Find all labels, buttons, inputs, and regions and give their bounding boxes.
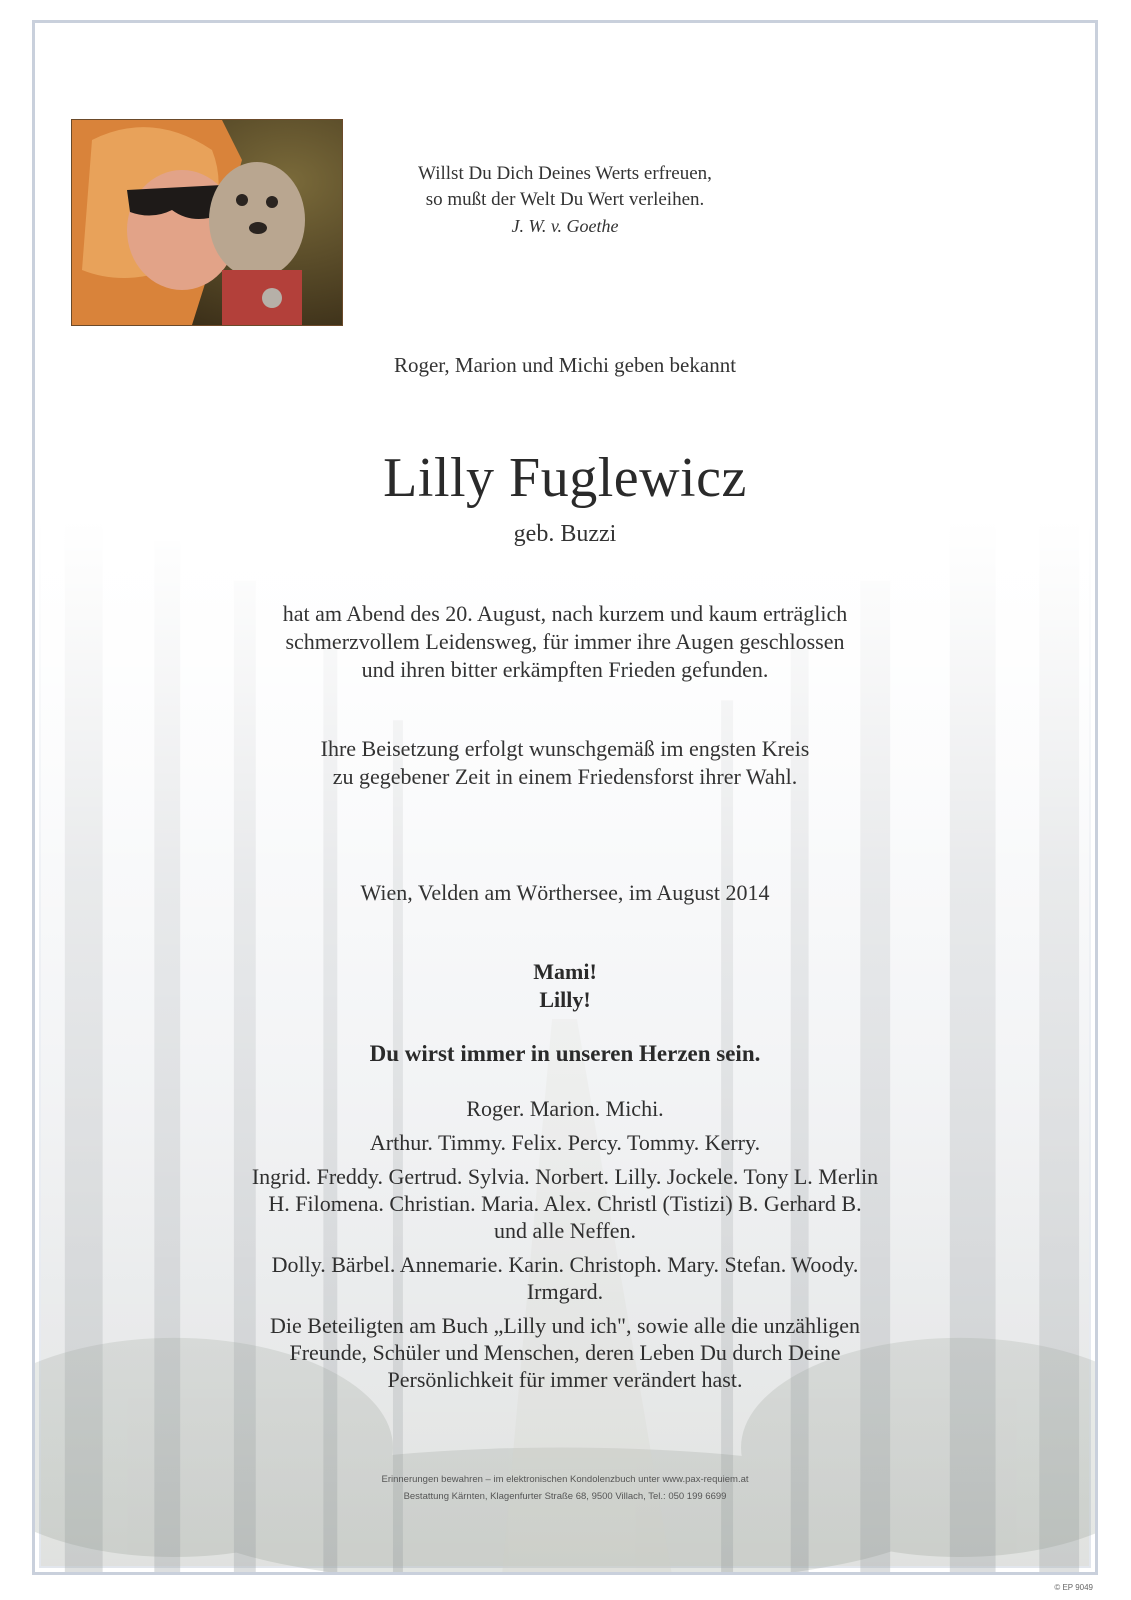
footer-condolence-line: Erinnerungen bewahren – im elektronischen Kondolenzbuch unter www.pax-requiem.at — [381, 1474, 749, 1485]
deceased-name: Lilly Fuglewicz — [383, 447, 747, 509]
mourners-group-2: Arthur. Timmy. Felix. Percy. Tommy. Kerry. — [369, 1130, 761, 1155]
mourners-line: Die Beteiligten am Buch „Lilly und ich", sowie alle die unzähligen — [270, 1313, 860, 1338]
burial-notice-text — [175, 735, 955, 791]
mourners-line: Freunde, Schüler und Menschen, deren Leben Du durch Deine — [289, 1340, 841, 1365]
mourners-group-5 — [155, 1312, 975, 1393]
death-line: und ihren bitter erkämpften Frieden gefunden. — [361, 657, 769, 682]
goethe-quote — [335, 161, 795, 239]
mourners-group-3 — [155, 1163, 975, 1244]
quote-line-2: so mußt der Welt Du Wert verleihen. — [425, 189, 705, 210]
death-line: hat am Abend des 20. August, nach kurzem und kaum erträglich — [282, 601, 848, 626]
place-and-date: Wien, Velden am Wörthersee, im August 2014 — [360, 880, 770, 905]
mourners-group-4 — [155, 1251, 975, 1305]
mourners-line: H. Filomena. Christian. Maria. Alex. Christl (Tistizi) B. Gerhard B. — [268, 1191, 862, 1216]
burial-line: zu gegebener Zeit in einem Friedensforst ihrer Wahl. — [332, 764, 798, 789]
obituary-card — [32, 20, 1098, 1575]
mourners-line: Irmgard. — [526, 1279, 604, 1304]
exclamation-mami: Mami! — [533, 959, 597, 984]
mourners-line: und alle Neffen. — [494, 1218, 636, 1243]
announcement: Roger, Marion und Michi geben bekannt — [393, 353, 737, 377]
mourners-line: Dolly. Bärbel. Annemarie. Karin. Christoph. Mary. Stefan. Woody. — [271, 1252, 859, 1277]
mourners-list — [155, 1095, 975, 1400]
mourners-line: Ingrid. Freddy. Gertrud. Sylvia. Norbert. Lilly. Jockele. Tony L. Merlin — [251, 1164, 879, 1189]
exclamations — [235, 958, 895, 1014]
quote-line-1: Willst Du Dich Deines Werts erfreuen, — [418, 163, 712, 184]
quote-author: J. W. v. Goethe — [511, 216, 619, 236]
exclamation-lilly: Lilly! — [539, 987, 591, 1012]
footer — [235, 1471, 895, 1505]
mourners-line: Persönlichkeit für immer verändert hast. — [387, 1367, 743, 1392]
mourners-group-1: Roger. Marion. Michi. — [466, 1096, 664, 1121]
maiden-name: geb. Buzzi — [513, 521, 617, 547]
heart-line: Du wirst immer in unseren Herzen sein. — [369, 1041, 761, 1066]
death-notice-text — [175, 600, 955, 684]
footer-address-line: Bestattung Kärnten, Klagenfurter Straße 68, 9500 Villach, Tel.: 050 199 6699 — [403, 1491, 727, 1502]
death-line: schmerzvollem Leidensweg, für immer ihre Augen geschlossen — [285, 629, 845, 654]
portrait-photo — [71, 119, 343, 326]
template-code: © EP 9049 — [1054, 1583, 1093, 1592]
burial-line: Ihre Beisetzung erfolgt wunschgemäß im engsten Kreis — [320, 736, 810, 761]
